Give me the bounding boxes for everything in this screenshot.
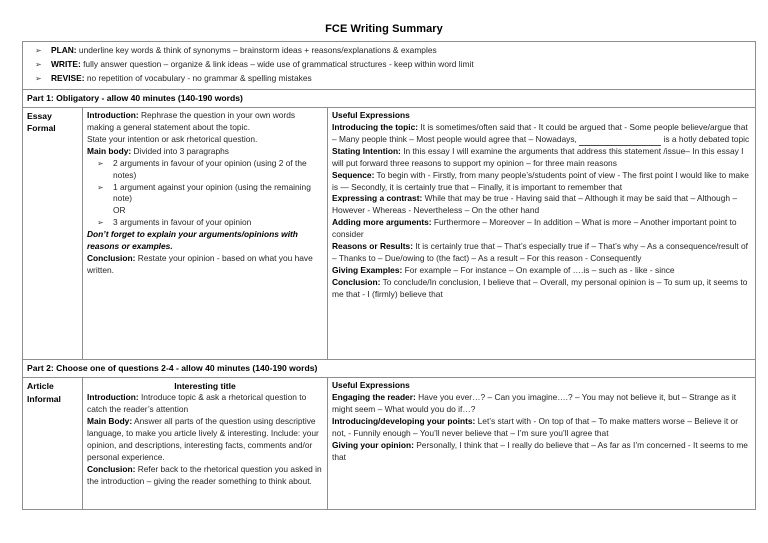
part2-mainbody (87, 416, 323, 464)
checklist-item-write (27, 58, 751, 72)
part1-expression-contrast-label: Expressing a contrast: (332, 193, 423, 204)
part2-banner: Part 2: Choose one of questions 2-4 - allow 40 minutes (140-190 words) (23, 359, 756, 377)
fill-in-blank-line (579, 138, 661, 146)
part1-introduction (87, 110, 323, 134)
part1-expression-adding-arguments-text: Furthermore – Moreover – In addition – What is more – Another important point to consider (332, 217, 737, 240)
checklist-item-plan (27, 44, 751, 58)
part2-conclusion (87, 464, 323, 488)
part1-expression-conclusion-label: Conclusion: (332, 276, 381, 287)
part2-introduction (87, 392, 323, 416)
part2-introduction-label: Introduction: (87, 392, 139, 403)
part1-expression-introducing-topic-label: Introducing the topic: (332, 121, 419, 132)
part1-conclusion-label: Conclusion: (87, 253, 136, 264)
part1-mainbody-label: Main body: (87, 145, 132, 156)
part1-expression-adding-arguments (332, 217, 751, 241)
part1-expression-sequence-text: To begin with - Firstly, from many people’s/students point of view - The first point I would like to make is — Secondly, it is certainly true that – Finally, it is important to remember that (332, 169, 749, 192)
part1-introduction-label: Introduction: (87, 109, 139, 120)
arrow-bullet-icon: ➢ (35, 73, 42, 83)
part2-mainbody-text: Answer all parts of the question using descriptive language, to make you article lively & interesting. Include: your opinion, and descriptions, interesting facts, comments and/or personal experience. (87, 416, 319, 462)
writing-summary-table (22, 41, 756, 510)
part2-expression-giving-opinion-label: Giving your opinion: (332, 439, 414, 450)
checklist-item-revise (27, 72, 751, 86)
part1-banner-row (23, 89, 756, 107)
part1-structure-cell (83, 107, 328, 359)
part1-expression-stating-intention-text: In this essay I will examine the arguments that address this statement /issue– In this essay I will put forward three reasons to support my opinion – for three main reasons (332, 145, 744, 168)
part1-expression-contrast-text: While that may be true - Having said that – Although it may be said that – Although – However - Whereas - Nevertheless – On the other hand (332, 193, 738, 216)
part2-expressions-heading: Useful Expressions (332, 380, 410, 391)
part1-expression-giving-examples (332, 265, 751, 277)
part1-row-label-line2: Formal (27, 123, 56, 134)
part1-expression-introducing-topic (332, 122, 751, 146)
arrow-bullet-icon: ➢ (97, 158, 104, 168)
part2-conclusion-text: Refer back to the rhetorical question you asked in the introduction – giving the reader something to think about. (87, 463, 322, 486)
part1-expression-adding-arguments-label: Adding more arguments: (332, 217, 432, 228)
part1-expression-reasons-results-text: It is certainly true that – That’s especially true if – That’s why – As a consequence/result of – Thanks to – Due/owing to (the fact) – As a result – For this reason - Consequently (332, 241, 749, 264)
part2-structure-cell (83, 378, 328, 510)
part1-mainbody-text: Divided into 3 paragraphs (133, 145, 229, 156)
part2-expression-giving-opinion-text: Personally, I think that – I really do believe that – As far as I’m concerned - It seems to me that (332, 439, 748, 462)
part1-conclusion (87, 253, 323, 277)
part1-expression-introducing-topic-text: It is sometimes/often said that - It could be argued that - Some people believe/argue that – Many people think – Most people would agree that – Nowadays, (332, 121, 748, 144)
part1-banner: Part 1: Obligatory - allow 40 minutes (140-190 words) (23, 89, 756, 107)
part2-row-label-line2: Informal (27, 393, 61, 404)
part1-expression-sequence-label: Sequence: (332, 169, 375, 180)
part1-intention-text: State your intention or ask rhetorical question. (87, 133, 258, 144)
part1-expression-reasons-results-label: Reasons or Results: (332, 241, 413, 252)
checklist-item-plan-text: underline key words & think of synonyms – brainstorm ideas + reasons/explanations & examples (78, 45, 437, 55)
part2-expression-developing-points-label: Introducing/developing your points: (332, 415, 476, 426)
part1-or-separator: OR (113, 205, 126, 216)
part2-expression-engaging-reader-text: Have you ever…? – Can you imagine….? – You may not believe it, but – Strange as it might seem – What would you do if…? (332, 392, 737, 415)
checklist-item-revise-text: no repetition of vocabulary - no grammar & spelling mistakes (86, 72, 312, 83)
checklist-item-plan-label: PLAN: (51, 45, 77, 55)
arrow-bullet-icon: ➢ (35, 46, 42, 55)
part2-content-row (23, 378, 756, 510)
part1-expression-introducing-topic-text2: is a hotly debated topic (663, 133, 750, 144)
part2-banner-row (23, 359, 756, 377)
part1-expression-conclusion (332, 277, 751, 301)
checklist-item-revise-label: REVISE: (51, 72, 85, 83)
part1-expression-stating-intention-label: Stating Intention: (332, 145, 401, 156)
part1-mainbody-bullet-1-text: 2 arguments in favour of your opinion (using 2 of the notes) (113, 157, 307, 180)
arrow-bullet-icon: ➢ (97, 218, 104, 228)
part1-expressions-cell (328, 107, 756, 359)
part1-introduction-text: Rephrase the question in your own words making a general statement about the topic. (87, 109, 296, 132)
checklist-item-write-text: fully answer question – organize & link ideas – wide use of grammatical structures - keep within word limit (83, 58, 474, 69)
part1-mainbody-bullet-3-text: 3 arguments in favour of your opinion (113, 217, 252, 228)
part1-row-label (23, 107, 83, 359)
part2-conclusion-label: Conclusion: (87, 463, 136, 474)
part1-conclusion-text: Restate your opinion - based on what you have written. (87, 253, 313, 275)
part2-centered-title: Interesting title (174, 381, 236, 392)
part1-mainbody-bullet-1 (87, 158, 323, 182)
part2-row-label (23, 378, 83, 510)
part1-expression-sequence (332, 170, 751, 194)
part1-expression-giving-examples-text: For example – For instance – On example of ….is – such as - like - since (404, 264, 675, 275)
checklist-row (23, 42, 756, 90)
part1-mainbody-bullet-2 (87, 182, 323, 206)
part1-expressions-heading: Useful Expressions (332, 109, 410, 120)
part2-mainbody-label: Main Body: (87, 416, 133, 427)
part2-introduction-text: Introduce topic & ask a rhetorical question to catch the reader’s attention (87, 392, 307, 415)
part2-expression-developing-points-text: Let’s start with - On top of that – To make matters worse – Believe it or not, - Funnily enough – You’ll never believe that – I’m sure you’ll agree that (332, 415, 738, 438)
part2-expression-engaging-reader (332, 392, 751, 416)
part2-expressions-cell (328, 378, 756, 510)
part1-content-row (23, 107, 756, 359)
part2-expression-giving-opinion (332, 440, 751, 464)
part1-row-label-line1: Essay (27, 110, 52, 121)
part1-expression-conclusion-text: To conclude/In conclusion, I believe that – Overall, my personal opinion is – To sum up, it seems to me that - I (firmly) believe that (332, 276, 748, 299)
part1-reminder: Don’t forget to explain your arguments/opinions with reasons or examples. (87, 229, 298, 252)
arrow-bullet-icon: ➢ (35, 59, 42, 69)
arrow-bullet-icon: ➢ (97, 182, 104, 192)
part1-mainbody-bullet-3 (87, 217, 323, 229)
part2-expression-developing-points (332, 416, 751, 440)
checklist-cell (23, 42, 756, 90)
part1-mainbody (87, 146, 323, 158)
checklist-item-write-label: WRITE: (51, 58, 81, 69)
part2-row-label-line1: Article (27, 381, 54, 392)
page-title: FCE Writing Summary (325, 23, 443, 35)
part1-expression-giving-examples-label: Giving Examples: (332, 264, 403, 275)
part1-expression-stating-intention (332, 146, 751, 170)
part1-expression-reasons-results (332, 241, 751, 265)
part1-mainbody-bullet-2-text: 1 argument against your opinion (using the remaining note) (113, 181, 311, 204)
part2-expression-engaging-reader-label: Engaging the reader: (332, 392, 416, 403)
part1-expression-contrast (332, 193, 751, 217)
